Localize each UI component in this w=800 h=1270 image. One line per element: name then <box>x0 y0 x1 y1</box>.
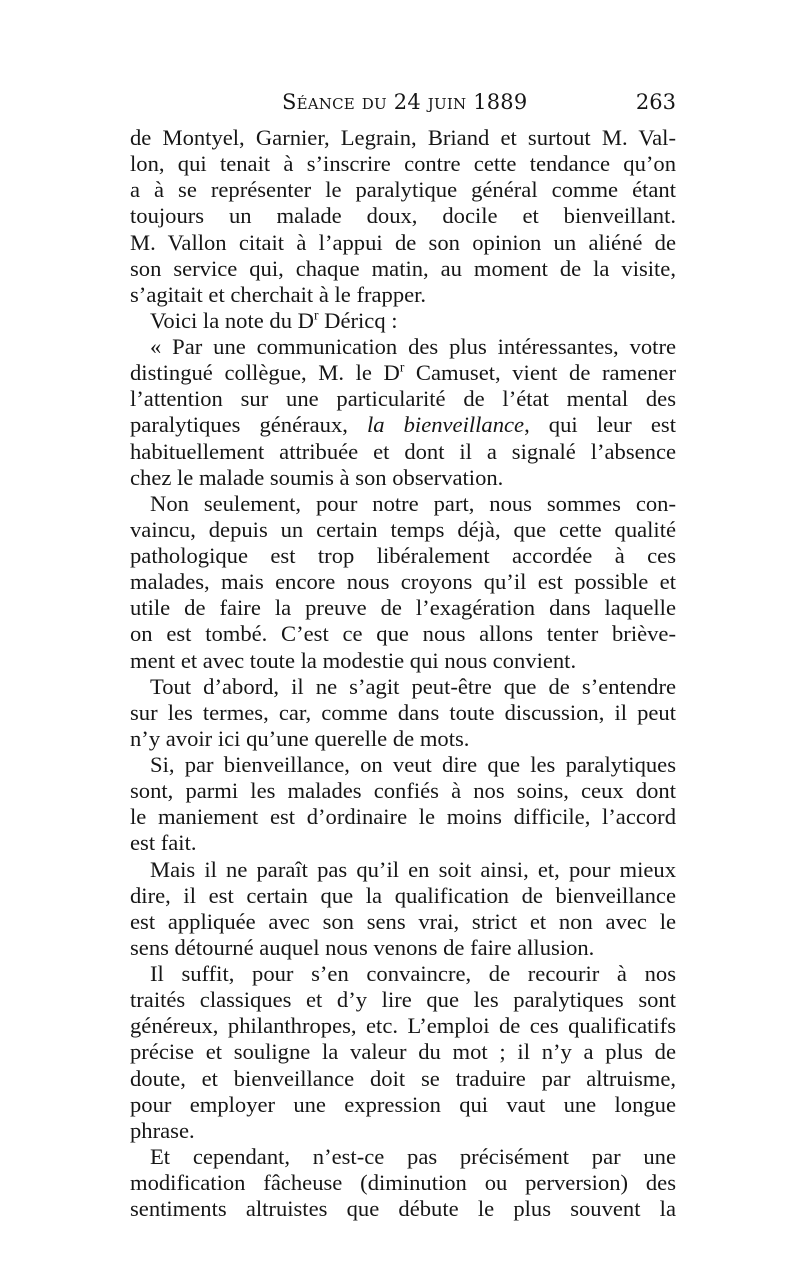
superscript: r <box>314 307 319 323</box>
text-line: le maniement est d’ordinaire le moins difficile, l’accord <box>130 804 676 830</box>
text-line <box>130 412 676 438</box>
text-line: sont, parmi les malades confiés à nos soins, ceux dont <box>130 778 676 804</box>
text-line: pathologique est trop libéralement accordée à ces <box>130 543 676 568</box>
text-line: Il suffit, pour s’en convaincre, de recourir à nos <box>150 961 676 986</box>
running-head <box>282 90 527 114</box>
text-line: Tout d’abord, il ne s’agit peut-être que de s’entendre <box>150 673 676 699</box>
running-head-year: 1889 <box>473 90 528 114</box>
text-line: de Montyel, Garnier, Legrain, Briand et surtout M. Val- <box>130 125 676 150</box>
italic-text: la bienveillance <box>366 412 525 438</box>
text-line: Et cependant, n’est-ce pas précisément par une <box>150 1143 676 1169</box>
line-text: , qui leur est <box>524 412 676 438</box>
text-line: on est tombé. C’est ce que nous allons tenter briève- <box>130 621 676 647</box>
text-line: est appliquée avec son sens vrai, strict et non avec le <box>130 908 676 934</box>
running-head-prefix: Séance du <box>282 90 387 114</box>
line-text: Camuset, vient de ramener <box>404 360 676 386</box>
text-line: doute, et bienveillance doit se traduire par altruisme, <box>130 1065 676 1091</box>
text-line: traités classiques et d’y lire que les paralytiques sont <box>130 987 676 1013</box>
text-line: sur les termes, car, comme dans toute discussion, il peut <box>130 699 676 725</box>
text-line: dire, il est certain que la qualification de bienveillance <box>130 882 676 908</box>
text-line: modification fâcheuse (diminution ou perversion) des <box>130 1170 676 1195</box>
text-line: toujours un malade doux, docile et bienveillant. <box>130 203 676 229</box>
text-line: Si, par bienveillance, on veut dire que les paralytiques <box>150 752 676 777</box>
text-line: pour employer une expression qui vaut une longue <box>130 1091 676 1117</box>
page-number: 263 <box>635 90 676 114</box>
line-text: Voici la note du D <box>150 307 314 333</box>
running-head-date: 24 <box>393 90 421 114</box>
text-line: Mais il ne paraît pas qu’il en soit ainsi, et, pour mieux <box>150 856 676 882</box>
text-line: lon, qui tenait à s’inscrire contre cette tendance qu’on <box>130 151 676 177</box>
superscript: r <box>399 359 405 375</box>
text-line: chez le malade soumis à son observation. <box>130 464 504 490</box>
text-line: « Par une communication des plus intéressantes, votre <box>150 334 676 359</box>
text-line: malades, mais encore nous croyons qu’il est possible et <box>130 569 676 595</box>
text-line: ment et avec toute la modestie qui nous convient. <box>130 647 577 673</box>
text-line: M. Vallon citait à l’appui de son opinion un aliéné de <box>130 229 676 255</box>
text-line: sens détourné auquel nous venons de faire allusion. <box>130 934 595 960</box>
text-line: habituellement attribuée et dont il a signalé l’absence <box>130 438 676 464</box>
text-line: vaincu, depuis un certain temps déjà, que cette qualité <box>130 516 676 542</box>
text-line: phrase. <box>130 1117 195 1143</box>
line-text: paralytiques généraux, <box>130 412 367 438</box>
text-line: l’attention sur une particularité de l’état mental des <box>130 386 676 412</box>
text-line: est fait. <box>130 830 197 856</box>
text-line: Non seulement, pour notre part, nous sommes con- <box>150 490 676 516</box>
text-line: sentiments altruistes que débute le plus souvent la <box>130 1196 676 1222</box>
text-line: généreux, philanthropes, etc. L’emploi de ces qualificatifs <box>130 1013 676 1039</box>
text-line: précise et souligne la valeur du mot ; il n’y a plus de <box>130 1039 676 1065</box>
text-line: s’agitait et cherchait à le frapper. <box>130 281 427 307</box>
text-line <box>130 360 676 386</box>
text-line: utile de faire la preuve de l’exagération dans laquelle <box>130 595 676 621</box>
text-line: a à se représenter le paralytique général comme étant <box>130 177 676 203</box>
page-header <box>130 90 676 120</box>
text-line <box>130 308 676 334</box>
body-text <box>130 125 676 1222</box>
running-head-month: juin <box>427 90 467 114</box>
text-line: n’y avoir ici qu’une querelle de mots. <box>130 725 470 751</box>
line-text: Déricq : <box>318 307 398 333</box>
text-line: son service qui, chaque matin, au moment de la visite, <box>130 255 676 281</box>
line-text: distingué collègue, M. le D <box>130 360 400 386</box>
